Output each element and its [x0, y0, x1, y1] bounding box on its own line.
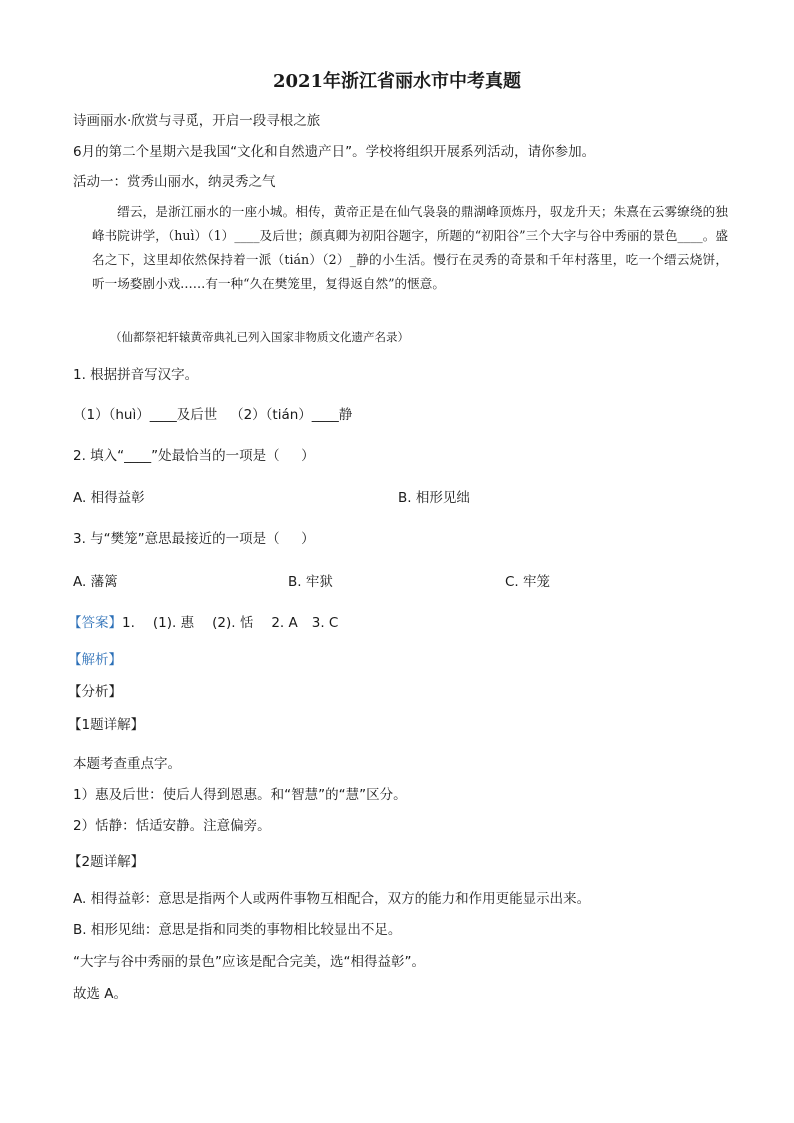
passage-note: （仙都祭祀轩辕黄帝典礼已列入国家非物质文化遗产名录） — [110, 330, 409, 344]
answer-1-1: (1). 惠 — [152, 615, 195, 631]
detail-2-line-3: “大字与谷中秀丽的景色”应该是配合完美，选“相得益彰”。 — [73, 954, 425, 970]
answer-line — [68, 614, 338, 632]
reading-passage: 缙云，是浙江丽水的一座小城。相传，黄帝正是在仙气袅袅的鼎湖峰顶炼丹，驭龙升天；朱熹在云雾缭绕的独峰书院讲学，（huì）（1）____及后世；颜真卿为初阳谷题字，所题的“初阳谷”三个大字与谷中秀丽的景色____。盛名之下，这里却依然保持着一派（tián）（2）_静的小生活。慢行在灵秀的奇景和千年村落里，吃一个缙云烧饼，听一场婺剧小戏……有一种“久在樊笼里，复得返自然”的惬意。 — [92, 204, 728, 291]
detail-2-title: 【2题详解】 — [68, 854, 145, 870]
detail-1-line-2: 1）惠及后世：使后人得到恩惠。和“智慧”的“慧”区分。 — [73, 787, 407, 803]
question-1-stem: 1. 根据拼音写汉字。 — [73, 367, 199, 383]
detail-1-line-3: 2）恬静：恬适安静。注意偏旁。 — [73, 818, 271, 834]
answer-1: 1. — [122, 615, 135, 631]
intro-heading: 诗画丽水·欣赏与寻觅，开启一段寻根之旅 — [73, 113, 321, 129]
question-3-option-a: A. 藩篱 — [73, 574, 118, 590]
answer-3: 3. C — [311, 615, 339, 631]
question-3-option-c: C. 牢笼 — [505, 574, 551, 590]
question-2-option-b: B. 相形见绌 — [398, 490, 470, 506]
question-2-stem: 2. 填入“____”处最恰当的一项是（ ） — [73, 448, 315, 464]
intro-line: 6月的第二个星期六是我国“文化和自然遗产日”。学校将组织开展系列活动，请你参加。 — [73, 144, 596, 160]
answer-label: 【答案】 — [68, 615, 122, 631]
detail-2-line-4: 故选 A。 — [73, 986, 128, 1002]
question-2-option-a: A. 相得益彰 — [73, 490, 145, 506]
question-1-items: （1）（huì）____及后世 （2）（tián）____静 — [73, 407, 353, 423]
answer-2: 2. A — [271, 615, 298, 631]
analysis-fenxi: 【分析】 — [68, 684, 122, 700]
detail-2-line-2: B. 相形见绌：意思是指和同类的事物相比较显出不足。 — [73, 922, 402, 938]
detail-1-line-1: 本题考查重点字。 — [73, 756, 181, 772]
answer-1-2: (2). 恬 — [212, 615, 254, 631]
detail-1-title: 【1题详解】 — [68, 717, 145, 733]
activity-heading: 活动一：赏秀山丽水，纳灵秀之气 — [73, 174, 276, 190]
question-3-option-b: B. 牢狱 — [288, 574, 333, 590]
question-3-stem: 3. 与“樊笼”意思最接近的一项是（ ） — [73, 531, 315, 547]
analysis-label: 【解析】 — [68, 652, 122, 668]
detail-2-line-1: A. 相得益彰：意思是指两个人或两件事物互相配合，双方的能力和作用更能显示出来。 — [73, 891, 591, 907]
page-title: 2021年浙江省丽水市中考真题 — [272, 71, 522, 92]
